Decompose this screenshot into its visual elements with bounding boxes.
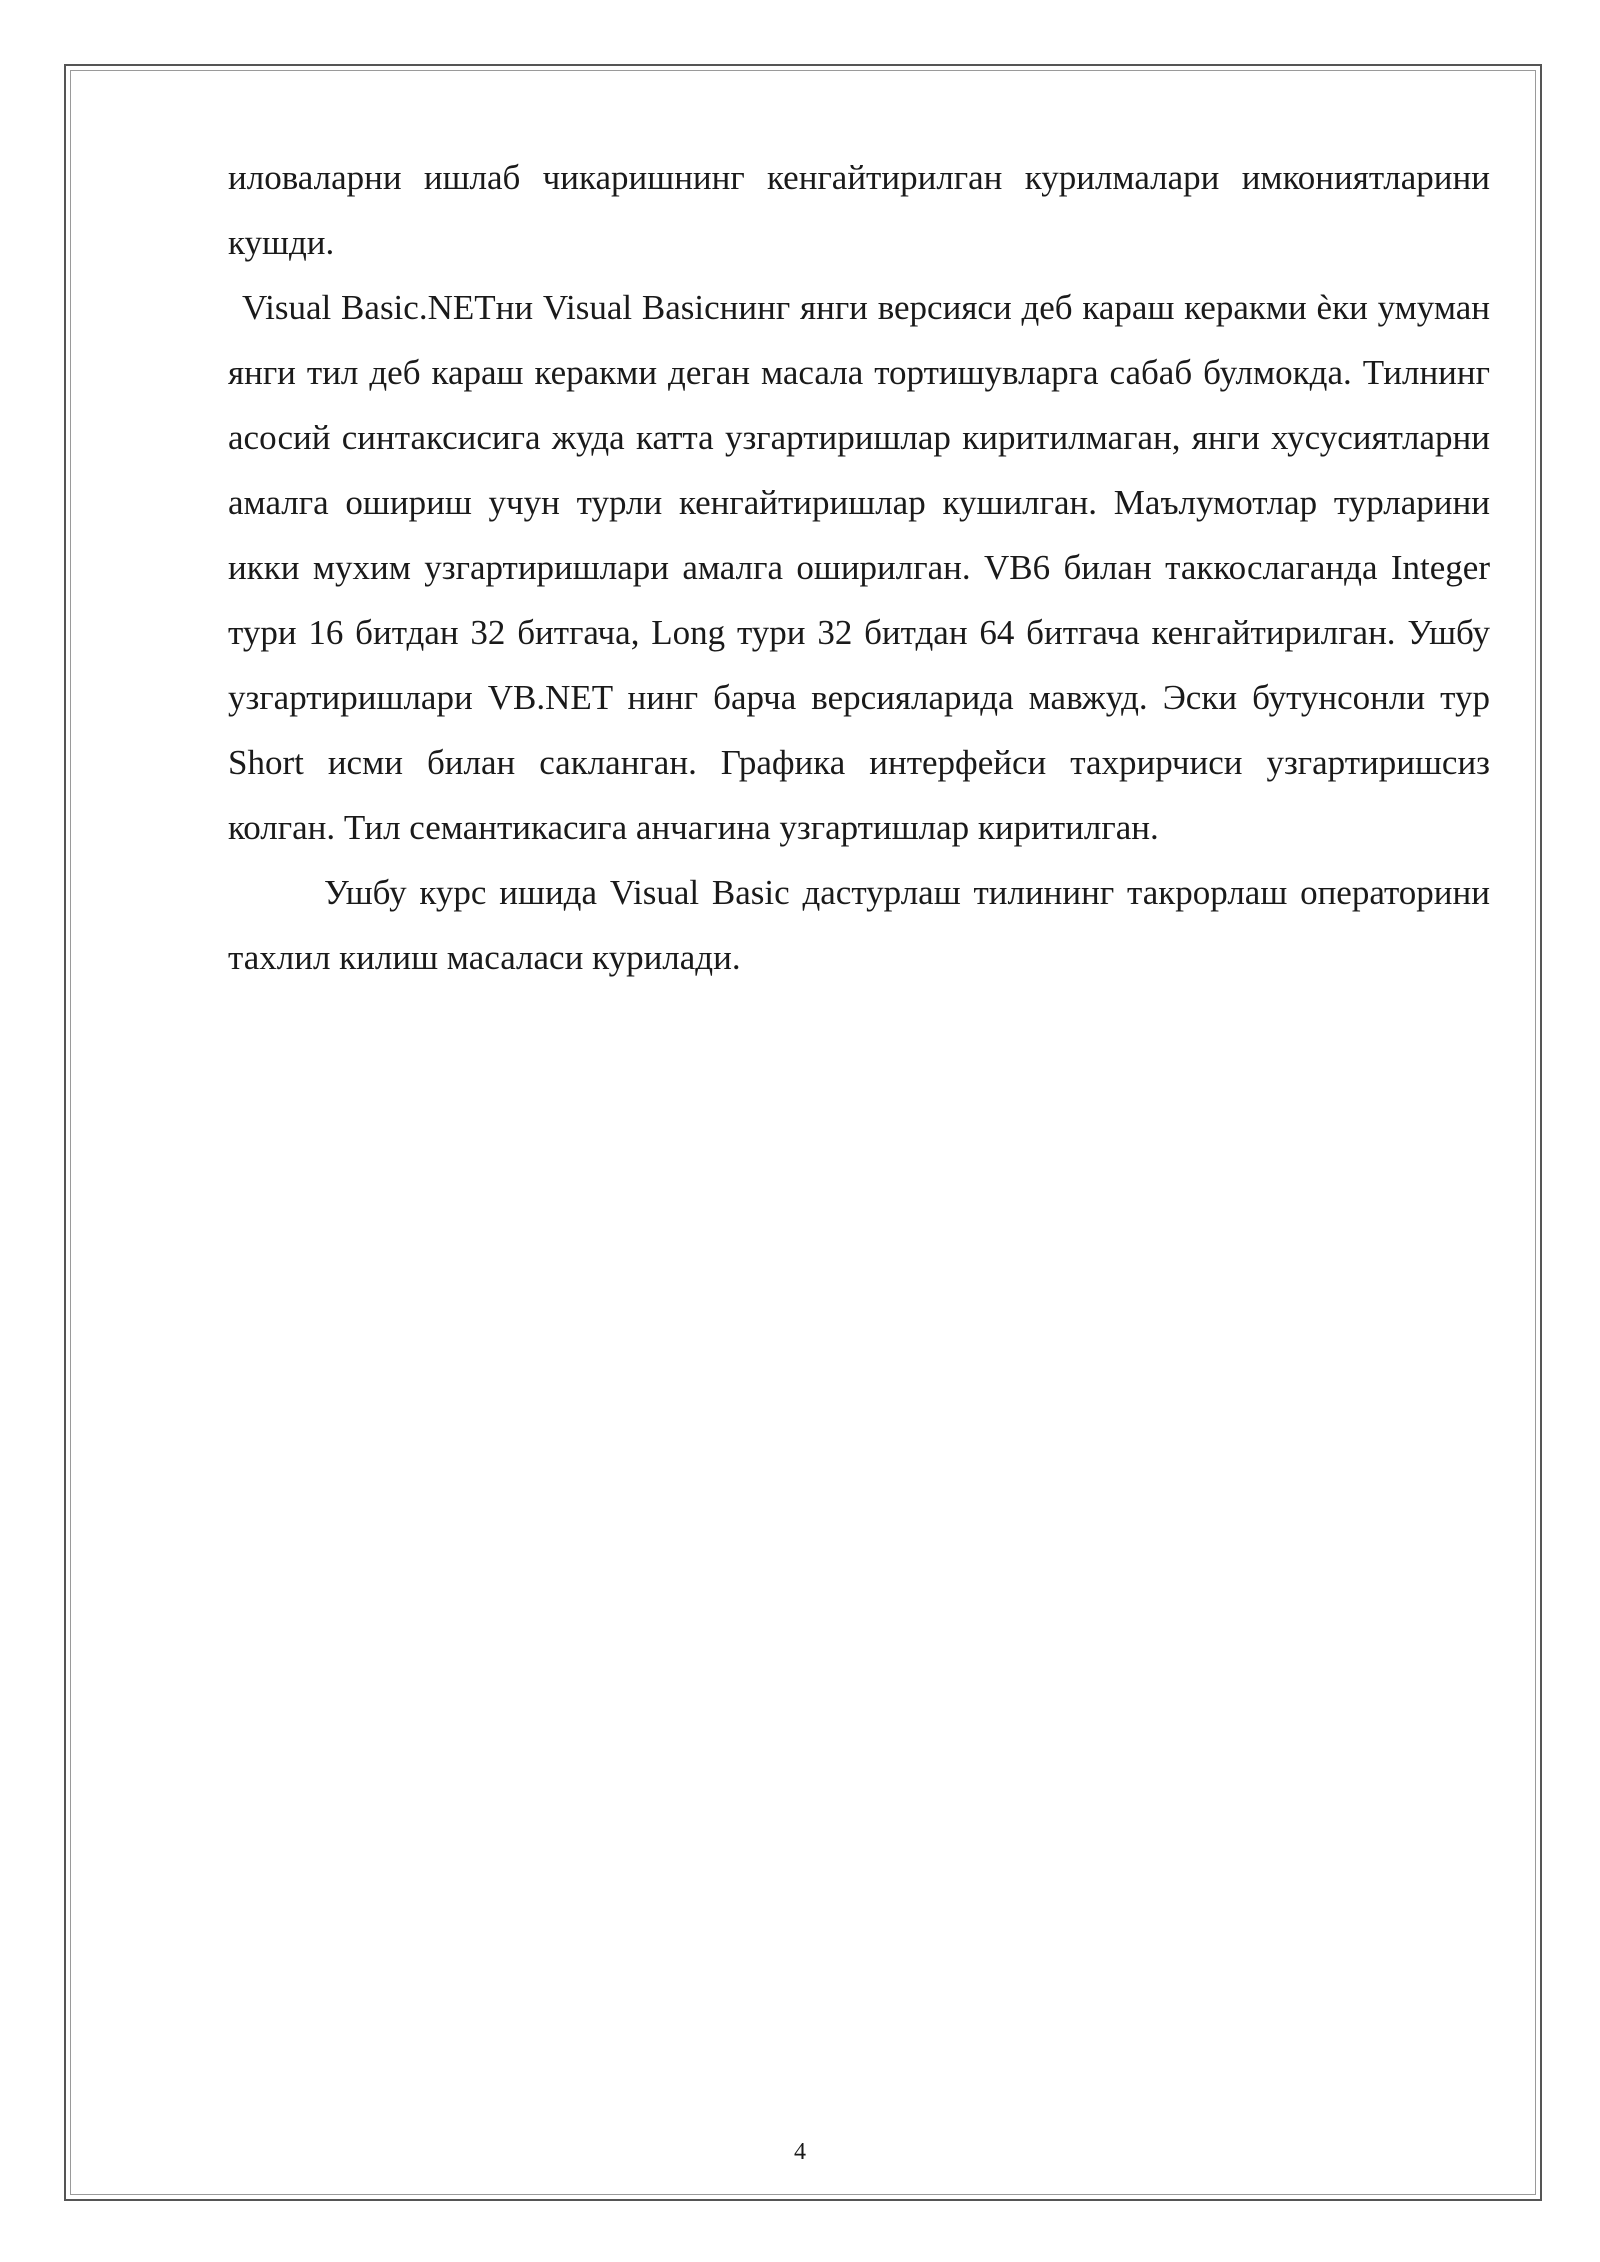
paragraph-course-goal: Ушбу курс ишида Visual Basic дастурлаш тилининг такрорлаш операторини тахлил килиш масаласи курилади. bbox=[228, 873, 1490, 977]
page-number: 4 bbox=[794, 2139, 806, 2165]
document-body bbox=[228, 145, 1490, 990]
paragraph-continuation: иловаларни ишлаб чикаришнинг кенгайтирилган курилмалари имкониятларини кушди. bbox=[228, 158, 1490, 262]
paragraph-vbnet-changes: Visual Basic.NETни Visual Basicнинг янги версияси деб караш керакми ѐки умуман янги тил деб караш керакми деган масала тортишувларга сабаб булмокда. Тилнинг асосий синтаксисига жуда катта узгартиришлар киритилмаган, янги хусусиятларни амалга ошириш учун турли кенгайтиришлар кушилган. Маълумотлар турларини икки мухим узгартиришлари амалга оширилган. VB6 билан таккослаганда Integer тури 16 битдан 32 битгача, Long тури 32 битдан 64 битгача кенгайтирилган. Ушбу узгартиришлари VB.NET нинг барча версияларида мавжуд. Эски бутунсонли тур Short исми билан сакланган. Графика интерфейси тахрирчиси узгартиришсиз колган. Тил семантикасига анчагина узгартишлар киритилган. bbox=[228, 288, 1490, 847]
